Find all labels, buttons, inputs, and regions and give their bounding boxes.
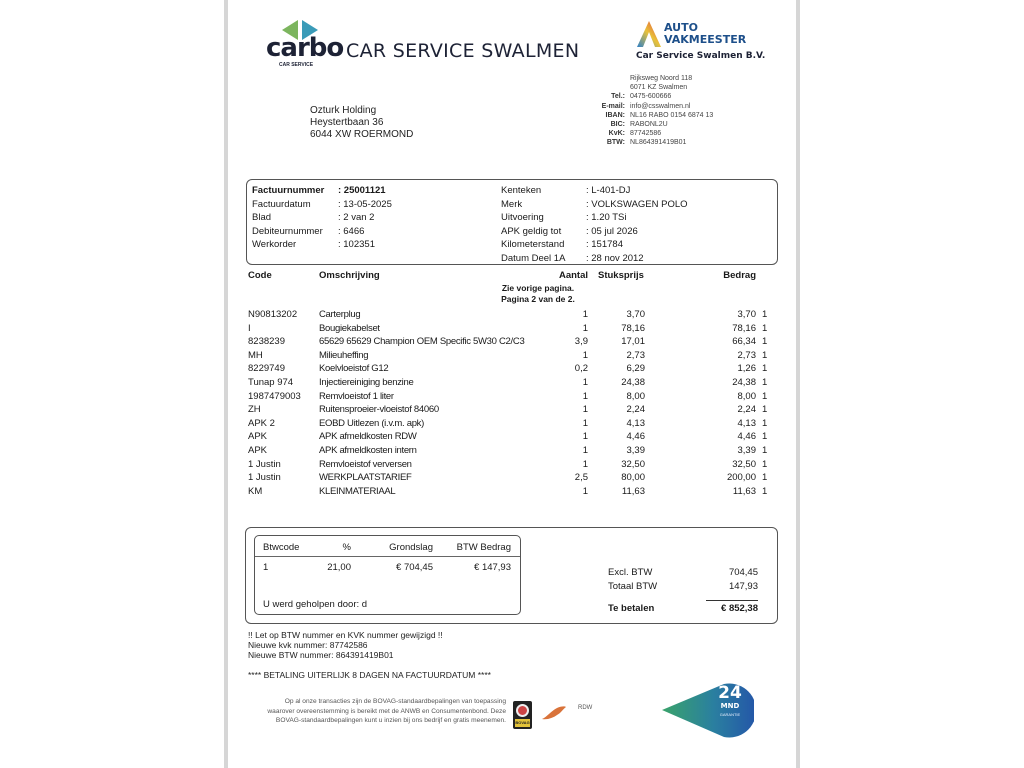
item-vat-code: 1 <box>762 444 768 456</box>
item-description: Ruitensproeier-vloeistof 84060 <box>319 404 439 416</box>
item-price: 11,63 <box>621 485 645 497</box>
autovakmeester-logo-icon <box>636 20 662 48</box>
summary-total <box>608 603 758 617</box>
item-code: APK <box>248 431 268 443</box>
item-code: ZH <box>248 404 261 416</box>
badge-number: 24 <box>718 683 742 703</box>
item-amount: 200,00 <box>726 472 756 484</box>
item-price: 80,00 <box>621 472 645 484</box>
total-divider <box>706 600 758 601</box>
item-vat-code: 1 <box>762 390 768 402</box>
info-label: Blad <box>252 212 272 224</box>
phone-value: 0475-600666 <box>630 93 672 101</box>
item-price: 3,70 <box>626 309 645 320</box>
license-plate: : L-401-DJ <box>586 185 631 196</box>
vat-divider <box>255 556 520 557</box>
vat-total-label: Totaal BTW <box>608 581 658 592</box>
invoice-details <box>252 184 392 252</box>
registration-date: : 28 nov 2012 <box>586 252 644 264</box>
item-qty: 1 <box>582 322 588 334</box>
vat-base: € 704,45 <box>396 562 433 573</box>
item-amount: 66,34 <box>732 336 756 348</box>
new-kvk-line: Nieuwe kvk nummer: 87742586 <box>248 640 368 650</box>
vat-header-amount: BTW Bedrag <box>456 542 511 553</box>
item-code: 8238239 <box>248 336 285 348</box>
item-description: Remvloeistof 1 liter <box>319 390 394 402</box>
contact-label: BTW: <box>606 139 625 147</box>
badge-subtitle: GARANTIE <box>719 712 741 717</box>
table-row <box>248 376 778 390</box>
company-name: Car Service Swalmen B.V. <box>636 51 766 61</box>
table-row <box>248 430 778 444</box>
rdw-logo: RDW <box>578 705 593 711</box>
customer-street: Heystertbaan 36 <box>310 117 384 128</box>
item-code: 1987479003 <box>248 390 301 402</box>
table-row <box>248 471 778 485</box>
item-amount: 2,73 <box>737 349 756 361</box>
item-vat-code: 1 <box>762 363 768 375</box>
vat-header-pct: % <box>342 542 351 553</box>
item-qty: 2,5 <box>574 472 588 484</box>
item-description: APK afmeldkosten RDW <box>319 431 417 443</box>
info-row <box>252 198 392 212</box>
item-qty: 1 <box>582 485 588 497</box>
item-price: 24,38 <box>621 376 645 388</box>
item-qty: 3,9 <box>574 336 588 348</box>
item-description: Koelvloeistof G12 <box>319 363 389 375</box>
items-table <box>248 269 778 498</box>
debtor-number: : 6466 <box>338 225 365 237</box>
summary-excl <box>608 567 758 581</box>
item-code: KM <box>248 485 263 497</box>
item-vat-code: 1 <box>762 458 768 470</box>
vehicle-variant: : 1.20 TSi <box>586 212 627 224</box>
vehicle-brand: : VOLKSWAGEN POLO <box>586 198 688 210</box>
bovag-disclaimer: Op al onze transacties zijn de BOVAG-standaardbepalingen van toepassing waarover overeenstemming is bereikt met de ANWB en Consumentenbond. Deze BOVAG-standaardbepalingen kunt u inzien bij ons bedrijf en gratis meenemen. <box>267 698 506 724</box>
vat-header-code: Btwcode <box>263 542 300 553</box>
email-value: info@csswalmen.nl <box>630 102 691 110</box>
item-amount: 8,00 <box>737 390 756 402</box>
note-line2: Pagina 2 van de 2. <box>501 293 575 304</box>
item-code: 1 Justin <box>248 472 281 484</box>
table-row <box>248 362 778 376</box>
item-description: WERKPLAATSTARIEF <box>319 472 412 484</box>
bovag-label: BOVAG <box>515 720 530 725</box>
info-label: Werkorder <box>252 239 297 251</box>
item-amount: 2,24 <box>737 404 756 416</box>
vat-header <box>255 542 520 554</box>
invoice-info-box <box>246 179 778 265</box>
header-qty: Aantal <box>558 270 588 281</box>
item-amount: 1,26 <box>737 363 756 375</box>
item-amount: 3,70 <box>737 309 756 320</box>
invoice-date: : 13-05-2025 <box>338 198 392 210</box>
info-row <box>252 238 392 252</box>
item-qty: 1 <box>582 309 588 320</box>
table-row <box>248 390 778 404</box>
info-label: Factuurdatum <box>252 198 311 210</box>
item-description: 65629 65629 Champion OEM Specific 5W30 C2/C3 <box>319 336 525 348</box>
item-price: 2,24 <box>626 404 645 416</box>
btw-value: NL864391419B01 <box>630 139 687 147</box>
summary <box>608 567 758 617</box>
bic-value: RABONL2U <box>630 121 668 129</box>
info-row <box>501 225 688 239</box>
info-label: Kenteken <box>501 185 542 196</box>
item-amount: 24,38 <box>732 376 756 388</box>
info-row <box>252 184 392 198</box>
info-label: Datum Deel 1A <box>501 252 566 264</box>
table-row <box>248 335 778 349</box>
av-wordmark-line1: AUTO <box>664 21 698 34</box>
iban-value: NL16 RABO 0154 6874 13 <box>630 111 714 119</box>
item-code: MH <box>248 349 263 361</box>
item-description: EOBD Uitlezen (i.v.m. apk) <box>319 417 424 429</box>
item-price: 8,00 <box>626 390 645 402</box>
vehicle-details <box>501 184 688 266</box>
notes <box>248 630 491 680</box>
item-vat-code: 1 <box>762 485 768 497</box>
vat-row <box>255 562 520 574</box>
item-code: I <box>248 322 251 334</box>
contact-label: BIC: <box>610 121 625 129</box>
vat-table <box>254 535 521 615</box>
kvk-value: 87742586 <box>630 130 662 138</box>
item-description: Milieuheffing <box>319 349 369 361</box>
item-qty: 1 <box>582 404 588 416</box>
contact-label: E-mail: <box>601 102 625 110</box>
address-line1: Rijksweg Noord 118 <box>630 75 693 82</box>
vat-amount: € 147,93 <box>474 562 511 573</box>
table-row <box>248 485 778 499</box>
info-label: Merk <box>501 198 523 210</box>
page-edge-right <box>796 0 800 768</box>
item-price: 32,50 <box>621 458 645 470</box>
customer-city: 6044 XW ROERMOND <box>310 129 414 140</box>
info-row <box>501 198 688 212</box>
total-label: Te betalen <box>608 603 655 614</box>
address-line2: 6071 KZ Swalmen <box>630 84 688 92</box>
info-row <box>501 238 688 252</box>
item-qty: 1 <box>582 431 588 443</box>
item-description: Injectiereiniging benzine <box>319 376 414 388</box>
table-row <box>248 444 778 458</box>
header-amount: Bedrag <box>723 270 756 281</box>
item-code: Tunap 974 <box>248 376 294 388</box>
item-qty: 1 <box>582 349 588 361</box>
item-amount: 78,16 <box>732 322 756 334</box>
table-body <box>248 308 778 498</box>
info-row <box>252 225 392 239</box>
mileage: : 151784 <box>586 239 623 251</box>
invoice-number: : 25001121 <box>338 185 386 196</box>
continuation-note <box>328 283 748 304</box>
customer-address <box>310 105 413 141</box>
info-label: APK geldig tot <box>501 225 562 237</box>
item-code: 8229749 <box>248 363 285 375</box>
item-price: 78,16 <box>621 322 645 334</box>
table-row <box>248 403 778 417</box>
item-qty: 1 <box>582 444 588 456</box>
info-label: Factuurnummer <box>252 185 325 196</box>
table-row <box>248 458 778 472</box>
apk-valid-until: : 05 jul 2026 <box>586 225 638 237</box>
item-vat-code: 1 <box>762 336 768 348</box>
item-vat-code: 1 <box>762 472 768 484</box>
item-vat-code: 1 <box>762 431 768 443</box>
item-description: APK afmeldkosten intern <box>319 444 417 456</box>
item-vat-code: 1 <box>762 417 768 429</box>
autovakmeester-wordmark <box>664 22 746 46</box>
vat-code: 1 <box>263 562 269 573</box>
item-code: APK 2 <box>248 417 275 429</box>
table-row <box>248 308 778 322</box>
table-header <box>248 269 778 283</box>
header-price: Stuksprijs <box>598 270 644 281</box>
item-amount: 4,13 <box>737 417 756 429</box>
item-description: Bougiekabelset <box>319 322 380 334</box>
summary-vat <box>608 581 758 595</box>
item-description: KLEINMATERIAAL <box>319 485 396 497</box>
item-price: 4,13 <box>626 417 645 429</box>
contact-label: KvK: <box>608 130 625 138</box>
contact-label: Tel.: <box>611 93 625 101</box>
item-amount: 32,50 <box>732 458 756 470</box>
item-qty: 1 <box>582 417 588 429</box>
notice-line: !! Let op BTW nummer en KVK nummer gewijzigd !! <box>248 630 443 640</box>
info-row <box>252 211 392 225</box>
page-number: : 2 van 2 <box>338 212 375 224</box>
info-label: Debiteurnummer <box>252 225 323 237</box>
vat-pct: 21,00 <box>327 562 351 573</box>
item-price: 6,29 <box>626 363 645 375</box>
excl-value: 704,45 <box>728 567 758 578</box>
item-vat-code: 1 <box>762 322 768 334</box>
item-code: APK <box>248 444 268 456</box>
item-price: 3,39 <box>626 444 645 456</box>
badge-unit: MND <box>720 702 740 710</box>
item-qty: 0,2 <box>574 363 588 375</box>
item-qty: 1 <box>582 458 588 470</box>
carbo-logo <box>266 18 344 70</box>
total-value: € 852,38 <box>721 603 758 614</box>
note-line1: Zie vorige pagina. <box>501 283 575 293</box>
item-qty: 1 <box>582 376 588 388</box>
av-wordmark-line2: VAKMEESTER <box>664 33 747 46</box>
item-qty: 1 <box>582 390 588 402</box>
info-row <box>501 252 688 266</box>
contact-block <box>590 74 713 148</box>
item-vat-code: 1 <box>762 309 768 320</box>
carbo-subtitle: CAR SERVICE <box>279 62 314 68</box>
item-amount: 4,46 <box>737 431 756 443</box>
info-label: Uitvoering <box>501 212 544 224</box>
info-label: Kilometerstand <box>501 239 565 251</box>
item-price: 17,01 <box>621 336 645 348</box>
header-description: Omschrijving <box>319 270 380 281</box>
item-price: 4,46 <box>626 431 645 443</box>
item-vat-code: 1 <box>762 404 768 416</box>
item-vat-code: 1 <box>762 376 768 388</box>
contact-label: IBAN: <box>605 111 625 119</box>
header-code: Code <box>248 270 272 281</box>
anwb-logo-icon <box>541 705 567 721</box>
item-vat-code: 1 <box>762 349 768 361</box>
item-price: 2,73 <box>626 349 645 361</box>
work-order: : 102351 <box>338 239 375 251</box>
customer-name: Ozturk Holding <box>310 105 377 116</box>
item-amount: 11,63 <box>732 485 756 497</box>
new-btw-line: Nieuwe BTW nummer: 864391419B01 <box>248 650 394 660</box>
table-row <box>248 322 778 336</box>
company-title: CAR SERVICE SWALMEN <box>346 40 580 62</box>
carbo-wordmark: carbo <box>266 33 344 63</box>
item-description: Carterplug <box>319 309 361 320</box>
vat-total-value: 147,93 <box>728 581 758 592</box>
excl-label: Excl. BTW <box>608 567 653 578</box>
item-amount: 3,39 <box>737 444 756 456</box>
bovag-logo-icon <box>513 701 532 729</box>
helped-by: U werd geholpen door: d <box>263 599 368 610</box>
item-description: Remvloeistof verversen <box>319 458 412 470</box>
payment-terms: **** BETALING UITERLIJK 8 DAGEN NA FACTUURDATUM **** <box>248 670 491 680</box>
info-row <box>501 211 688 225</box>
item-code: N90813202 <box>248 309 298 320</box>
table-row <box>248 417 778 431</box>
table-row <box>248 349 778 363</box>
item-code: 1 Justin <box>248 458 281 470</box>
vat-header-base: Grondslag <box>389 542 433 553</box>
info-row <box>501 184 688 198</box>
